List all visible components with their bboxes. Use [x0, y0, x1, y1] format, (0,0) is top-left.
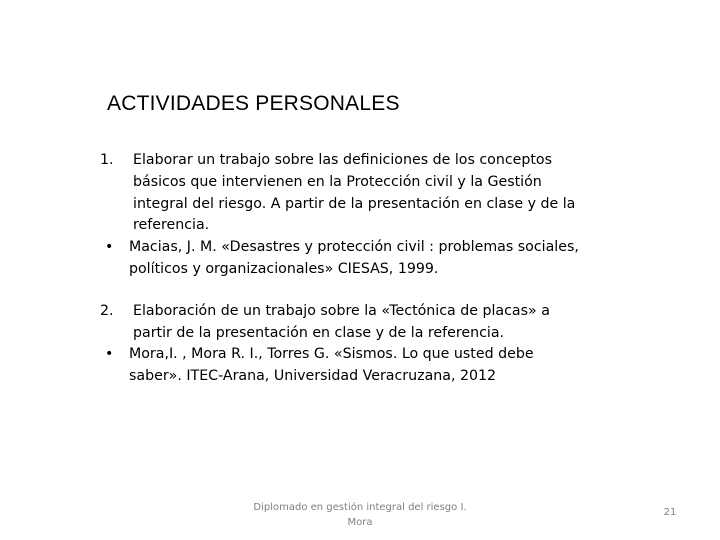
- activity-list: [100, 150, 580, 388]
- activity-number: 2.: [100, 302, 114, 319]
- activity-text: Elaborar un trabajo sobre las definiciones de los conceptos básicos que intervienen en la Protección civil y la Gestión integral del riesgo. A partir de la presentación en clase y de la referencia.: [133, 152, 576, 234]
- reference-item-2: [100, 344, 580, 388]
- slide-title: ACTIVIDADES PERSONALES: [107, 92, 400, 115]
- slide-footer: Diplomado en gestión integral del riesgo I. Mora: [253, 502, 467, 528]
- bullet-icon: •: [105, 239, 114, 256]
- activity-item-2: [100, 301, 580, 345]
- bullet-icon: •: [105, 346, 114, 363]
- activity-item-1: [100, 150, 580, 237]
- activity-number: 1.: [100, 152, 114, 168]
- reference-text: Mora,I. , Mora R. I., Torres G. «Sismos. Lo que usted debe saber». ITEC-Arana, Universidad Veracruzana, 2012: [129, 346, 534, 385]
- spacer: [100, 281, 580, 301]
- reference-text: Macias, J. M. «Desastres y protección civil : problemas sociales, políticos y organizacionales» CIESAS, 1999.: [129, 239, 579, 277]
- activity-text: Elaboración de un trabajo sobre la «Tectónica de placas» a partir de la presentación en clase y de la referencia.: [133, 302, 550, 341]
- reference-item-1: [100, 237, 580, 281]
- page-number: 21: [663, 507, 677, 518]
